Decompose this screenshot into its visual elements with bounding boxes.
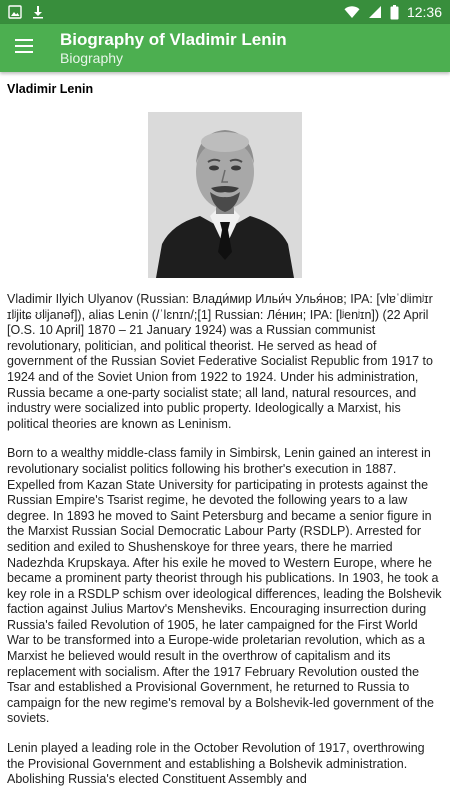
article-paragraph: Vladimir Ilyich Ulyanov (Russian: Влади́мир Ильи́ч Улья́нов; IPA: [vlɐˈdʲimʲɪr ɪlʲjitɕ ʊlʲjanəf]), alias Lenin (/ˈlɛnɪn/;[1] Russian: Ле́нин; IPA: [lʲenʲɪn]) (22 April [O.S. 10 April] 1870 – 21 January 1924) was a Russian communist revolutionary, politician, and political theorist. He served as head of government of the Russian Soviet Federative Socialist Republic from 1917 to 1924 and of the Soviet Union from 1922 to 1924. Under his administration, Russia became a one-party socialist state; all land, natural resources, and industry were socialized into public property. Ideologically a Marxist, his political theories are known as Leninism. bbox=[7, 292, 433, 431]
article-paragraph: Born to a wealthy middle-class family in Simbirsk, Lenin gained an interest in revolutionary socialist politics following his brother's execution in 1887. Expelled from Kazan State University for participating in protests against the Russian Empire's Tsarist regime, he devoted the following years to a law degree. In 1893 he moved to Saint Petersburg and became a senior figure in the Marxist Russian Social Democratic Labour Party (RSDLP). Arrested for sedition and exiled to Shushenskoye for three years, there he married Nadezhda Krupskaya. After his exile he moved to Western Europe, where he became a prominent party theorist through his publications. In 1903, he took a key role in a RSDLP schism over ideological differences, leading the Bolshevik faction against Julius Martov's Mensheviks. Encouraging insurrection during Russia's failed Revolution of 1905, he later campaigned for the First World War to be transformed into a Europe-wide proletarian revolution, which as a Marxist he believed would result in the overthrow of capitalism and its replacement with socialism. After the 1917 February Revolution ousted the Tsar and established a Provisional Government, he returned to Russia to campaign for the new regime's removal by a Bolshevik-led government of the soviets. bbox=[7, 446, 442, 726]
article-paragraph: Lenin played a leading role in the October Revolution of 1917, overthrowing the Provisional Government and establishing a Bolshevik administration. Abolishing Russia's elected Constituent Assembly and bbox=[7, 741, 425, 787]
image-icon bbox=[8, 5, 22, 19]
status-bar bbox=[0, 0, 450, 24]
status-left-icons bbox=[8, 5, 44, 19]
signal-icon bbox=[368, 5, 382, 19]
app-title: Biography of Vladimir Lenin bbox=[60, 30, 287, 49]
status-time: 12:36 bbox=[406, 4, 442, 20]
hamburger-menu-icon bbox=[15, 39, 33, 58]
article-title: Vladimir Lenin bbox=[7, 82, 94, 96]
wifi-icon bbox=[344, 5, 360, 19]
app-bar bbox=[0, 24, 450, 72]
portrait-image bbox=[148, 112, 302, 278]
article-content[interactable] bbox=[0, 72, 450, 800]
battery-icon bbox=[390, 5, 399, 20]
download-icon bbox=[32, 5, 44, 19]
status-right-icons bbox=[344, 4, 442, 20]
app-titles bbox=[60, 29, 287, 67]
app-subtitle: Biography bbox=[60, 50, 124, 66]
portrait-container bbox=[7, 112, 443, 278]
menu-button[interactable] bbox=[0, 24, 48, 72]
